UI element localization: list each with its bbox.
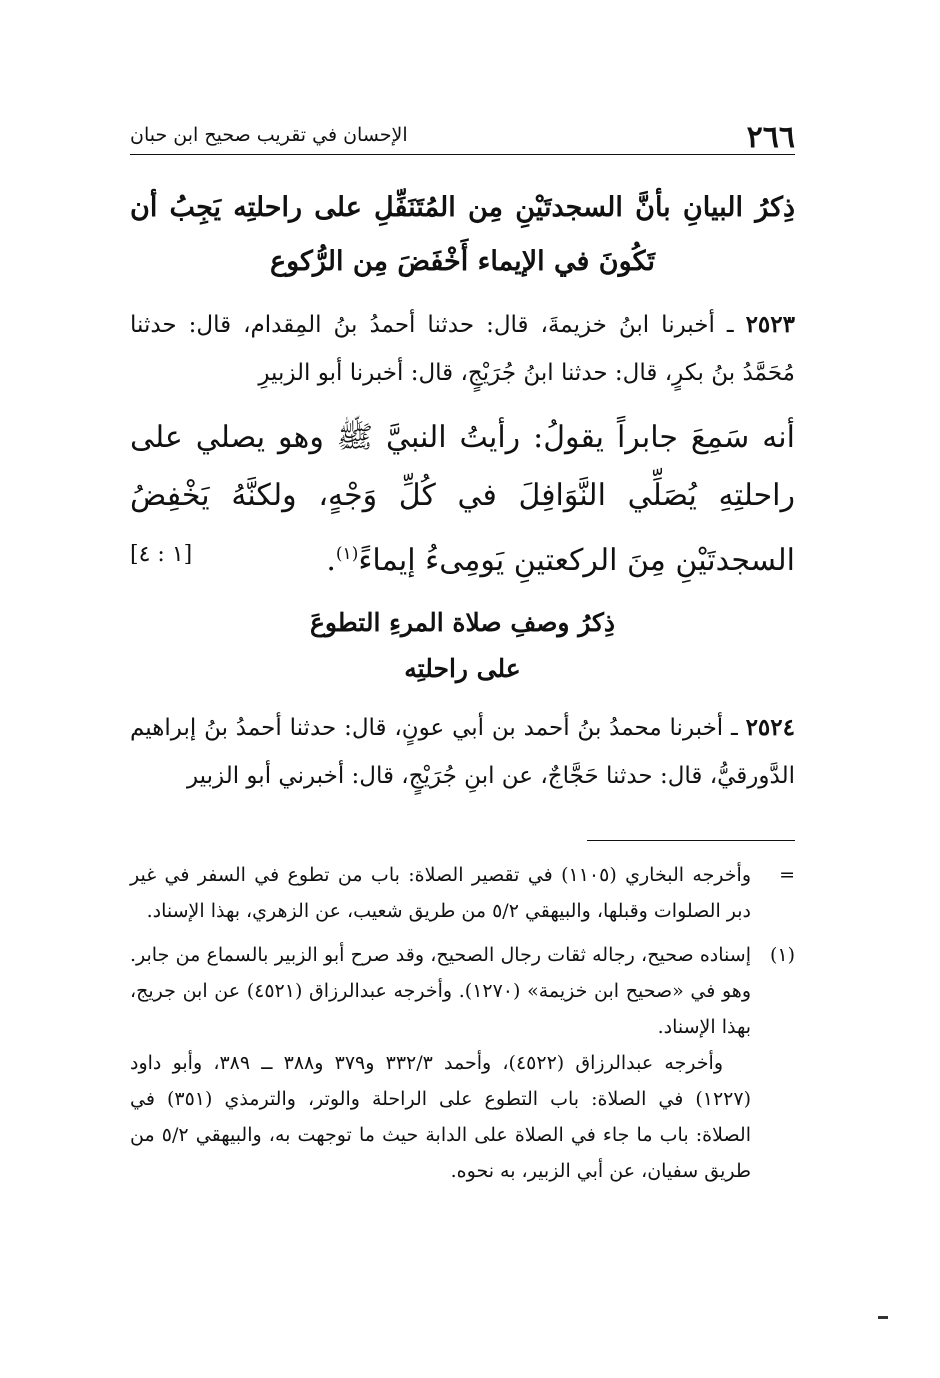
footnote-1-text-2: وأخرجه عبدالرزاق (٤٥٢٢)، وأحمد ٣٣٢/٣ و٣٧٩ و٣٨٨ ــ ٣٨٩، وأبو داود (١٢٢٧) في الصلاة: باب التطوع على الراحلة والوتر، والترمذي (٣٥١) في الصلاة: باب ما جاء في الصلاة على الدابة حيث ما توجهت به، والبيهقي ٥/٢ من طريق سفيان، عن أبي الزبير، به نحوه.: [130, 1052, 751, 1182]
footnote-divider: [587, 840, 795, 841]
isnad-text-2523: ـ أخبرنا ابنُ خزيمةَ، قال: حدثنا أحمدُ بنُ المِقدام، قال: حدثنا مُحَمَّدُ بنُ بكرٍ، قال: حدثنا ابنُ جُرَيْجٍ، قال: أخبرنا أبو الزبيرِ: [130, 312, 795, 386]
footnote-1-mark: (١): [769, 944, 795, 966]
chapter-heading-1: ذِكرُ البيانِ بأنَّ السجدتَيْنِ مِن المُتَنَفِّلِ على راحلتِه يَجِبُ أن تَكُونَ في الإيماء أَخْفَضَ مِن الرُّكوع: [130, 192, 795, 277]
hadith-isnad-2523: [130, 301, 795, 397]
hadith-isnad-2524: [130, 704, 795, 800]
hadith-number-2523: ٢٥٢٣: [745, 311, 795, 338]
chapter-heading-2-line2: على راحلتِه: [404, 654, 521, 683]
book-page: [130, 110, 795, 1197]
page-corner-mark: [878, 1316, 888, 1319]
hadith-matn-2523: [130, 409, 795, 590]
chapter-heading-2-line1: ذِكرُ وصفِ صلاة المرءِ التطوعَ: [309, 608, 616, 637]
footnote-1-text: إسناده صحيح، رجاله ثقات رجال الصحيح، وقد صرح أبو الزبير بالسماع من جابر. وهو في «صحيح ابن خزيمة» (١٢٧٠). وأخرجه عبدالرزاق (٤٥٢١) عن ابن جريج، بهذا الإسناد.: [130, 944, 751, 1038]
matn-text-2523: أنه سَمِعَ جابراً يقولُ: رأيتُ النبيَّ ﷺ وهو يصلي على راحلتِهِ يُصَلِّي النَّوَافِلَ في كُلِّ وَجْهٍ، ولكنَّهُ يَخْفِضُ السجدتَيْنِ مِنَ الركعتينِ يَومِىءُ إيماءً: [130, 420, 795, 578]
footnote-ref-1[interactable]: (١): [335, 544, 359, 564]
page-header: [130, 110, 795, 155]
continuation-mark: =: [779, 864, 795, 886]
continuation-text: وأخرجه البخاري (١١٠٥) في تقصير الصلاة: باب من تطوع في السفر في غير دبر الصلوات وقبلها، والبيهقي ٥/٢ من طريق شعيب، عن الزهري، بهذا الإسناد.: [130, 864, 751, 922]
footnotes: [130, 857, 795, 1189]
matn-end: .: [326, 543, 336, 578]
running-title: الإحسان في تقريب صحيح ابن حبان: [130, 124, 408, 146]
footnote-1: [130, 937, 795, 1189]
grading-ref: [١ : ٤]: [130, 542, 193, 567]
hadith-number-2524: ٢٥٢٤: [745, 714, 795, 741]
page-number: ٢٦٦: [746, 120, 795, 155]
isnad-text-2524: ـ أخبرنا محمدُ بنُ أحمد بن أبي عونٍ، قال: حدثنا أحمدُ بنُ إبراهيم الدَّورقيُّ، قال: حدثنا حَجَّاجٌ، عن ابنِ جُرَيْجٍ، قال: أخبرني أبو الزبير: [130, 715, 795, 789]
footnote-continuation: [130, 857, 795, 929]
